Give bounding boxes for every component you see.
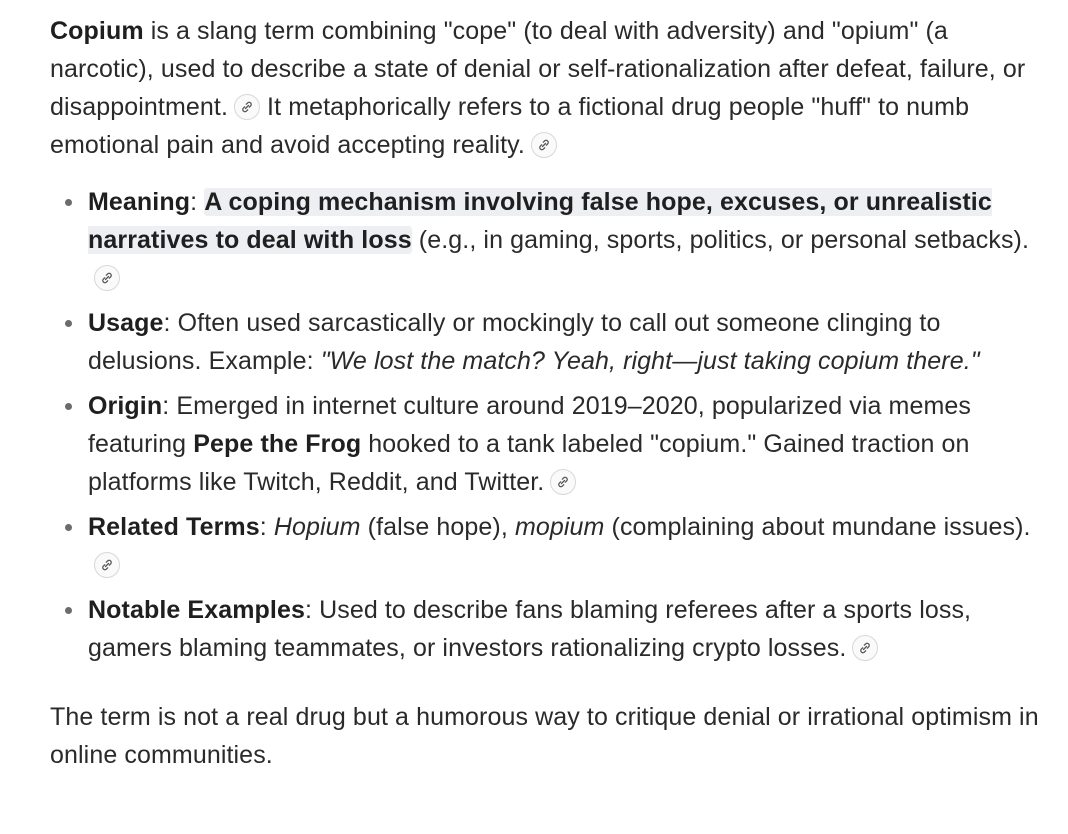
list-item-origin bbox=[50, 387, 1050, 501]
intro-text-2: It metaphorically refers to a fictional drug people "huff" to numb emotional pain and avoid accepting reality. bbox=[50, 93, 970, 159]
bullet-label: Origin bbox=[88, 392, 163, 420]
bullet-label: Notable Examples bbox=[88, 596, 305, 624]
list-item-related-terms bbox=[50, 508, 1050, 584]
bullet-label: Related Terms bbox=[88, 513, 260, 541]
highlighted-definition[interactable]: A coping mechanism involving false hope, excuses, or unrealistic narratives to deal with loss bbox=[88, 188, 992, 254]
intro-text-1: is a slang term combining "cope" (to deal with adversity) and "opium" (a narcotic), used to describe a state of denial or self-rationalization after defeat, failure, or disappointment. bbox=[50, 17, 1026, 121]
list-item-notable-examples bbox=[50, 591, 1050, 667]
bullet-text: Often used sarcastically or mockingly to call out someone clinging to delusions. Example: bbox=[88, 309, 941, 375]
citation-link-icon[interactable] bbox=[852, 635, 878, 661]
list-item-meaning bbox=[50, 183, 1050, 297]
bold-term: Pepe the Frog bbox=[193, 430, 362, 458]
bullet-label: Usage bbox=[88, 309, 164, 337]
response-body bbox=[50, 12, 1050, 774]
citation-link-icon[interactable] bbox=[234, 94, 260, 120]
bullet-text: (e.g., in gaming, sports, politics, or personal setbacks). bbox=[411, 226, 1030, 254]
bullet-text: Emerged in internet culture around 2019–2020, popularized via memes featuring bbox=[88, 392, 972, 458]
bullet-text: (false hope), bbox=[360, 513, 515, 541]
detail-list bbox=[50, 183, 1050, 667]
bullet-sep: : bbox=[259, 513, 274, 541]
citation-link-icon[interactable] bbox=[531, 132, 557, 158]
bullet-text: hooked to a tank labeled "copium." Gained traction on platforms like Twitch, Reddit, and Twitter. bbox=[88, 430, 970, 496]
related-term: mopium bbox=[514, 513, 605, 541]
bullet-sep: : bbox=[190, 188, 205, 216]
bullet-sep: : bbox=[163, 309, 178, 337]
bullet-text: Used to describe fans blaming referees after a sports loss, gamers blaming teammates, or investors rationalizing crypto losses. bbox=[88, 596, 972, 662]
usage-example: "We lost the match? Yeah, right—just taking copium there." bbox=[320, 347, 980, 375]
bullet-sep: : bbox=[304, 596, 320, 624]
related-term: Hopium bbox=[273, 513, 361, 541]
list-item-usage bbox=[50, 304, 1050, 380]
intro-paragraph bbox=[50, 12, 1050, 164]
citation-link-icon[interactable] bbox=[94, 265, 120, 291]
intro-term: Copium bbox=[50, 17, 144, 45]
bullet-text: (complaining about mundane issues). bbox=[604, 513, 1031, 541]
outro-paragraph: The term is not a real drug but a humorous way to critique denial or irrational optimism in online communities. bbox=[50, 703, 1039, 769]
citation-link-icon[interactable] bbox=[94, 552, 120, 578]
citation-link-icon[interactable] bbox=[550, 469, 576, 495]
bullet-sep: : bbox=[162, 392, 177, 420]
bullet-label: Meaning bbox=[88, 188, 191, 216]
